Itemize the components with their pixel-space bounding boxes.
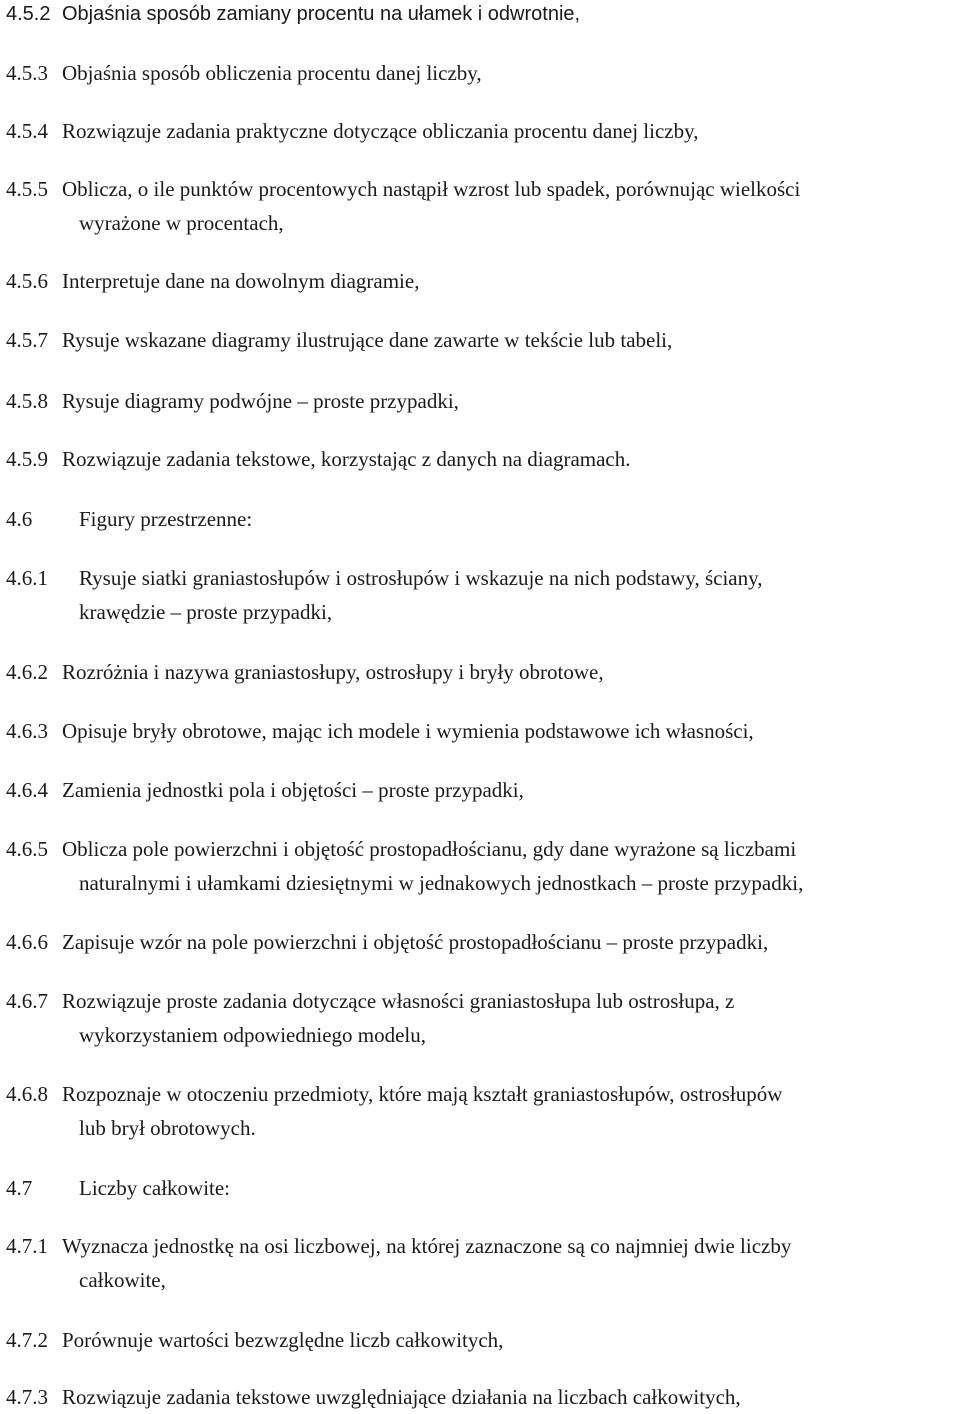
item-text: Interpretuje dane na dowolnym diagramie, bbox=[62, 269, 420, 293]
item-number: 4.5.3 bbox=[6, 61, 48, 85]
item-text: Opisuje bryły obrotowe, mając ich modele i wymienia podstawowe ich własności, bbox=[62, 719, 754, 743]
item-text: Zamienia jednostki pola i objętości – proste przypadki, bbox=[62, 778, 524, 802]
item-text-continuation: wykorzystaniem odpowiedniego modelu, bbox=[79, 1023, 427, 1047]
item-text-continuation: całkowite, bbox=[79, 1268, 166, 1292]
item-text: Porównuje wartości bezwzględne liczb całkowitych, bbox=[62, 1328, 504, 1352]
section-number: 4.6 bbox=[6, 507, 33, 531]
item-number: 4.6.8 bbox=[6, 1082, 48, 1106]
item-text: Rozwiązuje zadania praktyczne dotyczące obliczania procentu danej liczby, bbox=[62, 119, 699, 143]
item-number: 4.7.3 bbox=[6, 1385, 48, 1409]
item-number: 4.6.1 bbox=[6, 566, 48, 590]
item-text: Objaśnia sposób obliczenia procentu danej liczby, bbox=[62, 61, 482, 85]
item-number: 4.6.2 bbox=[6, 660, 48, 684]
item-text: Rozwiązuje zadania tekstowe uwzględniające działania na liczbach całkowitych, bbox=[62, 1385, 741, 1409]
item-text: Rysuje diagramy podwójne – proste przypadki, bbox=[62, 389, 459, 413]
item-number: 4.5.6 bbox=[6, 269, 48, 293]
item-number: 4.7.1 bbox=[6, 1234, 48, 1258]
item-number: 4.7.2 bbox=[6, 1328, 48, 1352]
item-number: 4.5.4 bbox=[6, 119, 48, 143]
item-text-continuation: lub brył obrotowych. bbox=[79, 1116, 256, 1140]
item-text: Oblicza, o ile punktów procentowych nastąpił wzrost lub spadek, porównując wielkości bbox=[62, 177, 801, 201]
item-number: 4.6.7 bbox=[6, 989, 48, 1013]
item-text: Objaśnia sposób zamiany procentu na ułamek i odwrotnie, bbox=[62, 3, 581, 25]
item-number: 4.6.4 bbox=[6, 778, 48, 802]
item-text: Wyznacza jednostkę na osi liczbowej, na której zaznaczone są co najmniej dwie liczby bbox=[62, 1234, 792, 1258]
item-text-continuation: krawędzie – proste przypadki, bbox=[79, 600, 333, 624]
section-title: Figury przestrzenne: bbox=[79, 507, 253, 531]
item-number: 4.6.3 bbox=[6, 719, 48, 743]
item-number: 4.5.7 bbox=[6, 328, 48, 352]
item-number: 4.5.5 bbox=[6, 177, 48, 201]
item-number: 4.5.2 bbox=[6, 3, 51, 25]
item-number: 4.6.6 bbox=[6, 930, 48, 954]
item-text: Rozróżnia i nazywa graniastosłupy, ostrosłupy i bryły obrotowe, bbox=[62, 660, 604, 684]
section-title: Liczby całkowite: bbox=[79, 1176, 231, 1200]
item-number: 4.6.5 bbox=[6, 837, 48, 861]
item-text: Rysuje siatki graniastosłupów i ostrosłupów i wskazuje na nich podstawy, ściany, bbox=[79, 566, 763, 590]
item-number: 4.5.9 bbox=[6, 447, 48, 471]
item-text: Rozpoznaje w otoczeniu przedmioty, które mają kształt graniastosłupów, ostrosłupów bbox=[62, 1082, 783, 1106]
item-text-continuation: naturalnymi i ułamkami dziesiętnymi w jednakowych jednostkach – proste przypadki, bbox=[79, 871, 804, 895]
item-text: Zapisuje wzór na pole powierzchni i objętość prostopadłościanu – proste przypadki, bbox=[62, 930, 769, 954]
section-number: 4.7 bbox=[6, 1176, 33, 1200]
item-text: Rysuje wskazane diagramy ilustrujące dane zawarte w tekście lub tabeli, bbox=[62, 328, 673, 352]
item-text: Rozwiązuje zadania tekstowe, korzystając z danych na diagramach. bbox=[62, 447, 631, 471]
item-number: 4.5.8 bbox=[6, 389, 48, 413]
item-text: Oblicza pole powierzchni i objętość prostopadłościanu, gdy dane wyrażone są liczbami bbox=[62, 837, 797, 861]
item-text-continuation: wyrażone w procentach, bbox=[79, 211, 284, 235]
item-text: Rozwiązuje proste zadania dotyczące własności graniastosłupa lub ostrosłupa, z bbox=[62, 989, 735, 1013]
